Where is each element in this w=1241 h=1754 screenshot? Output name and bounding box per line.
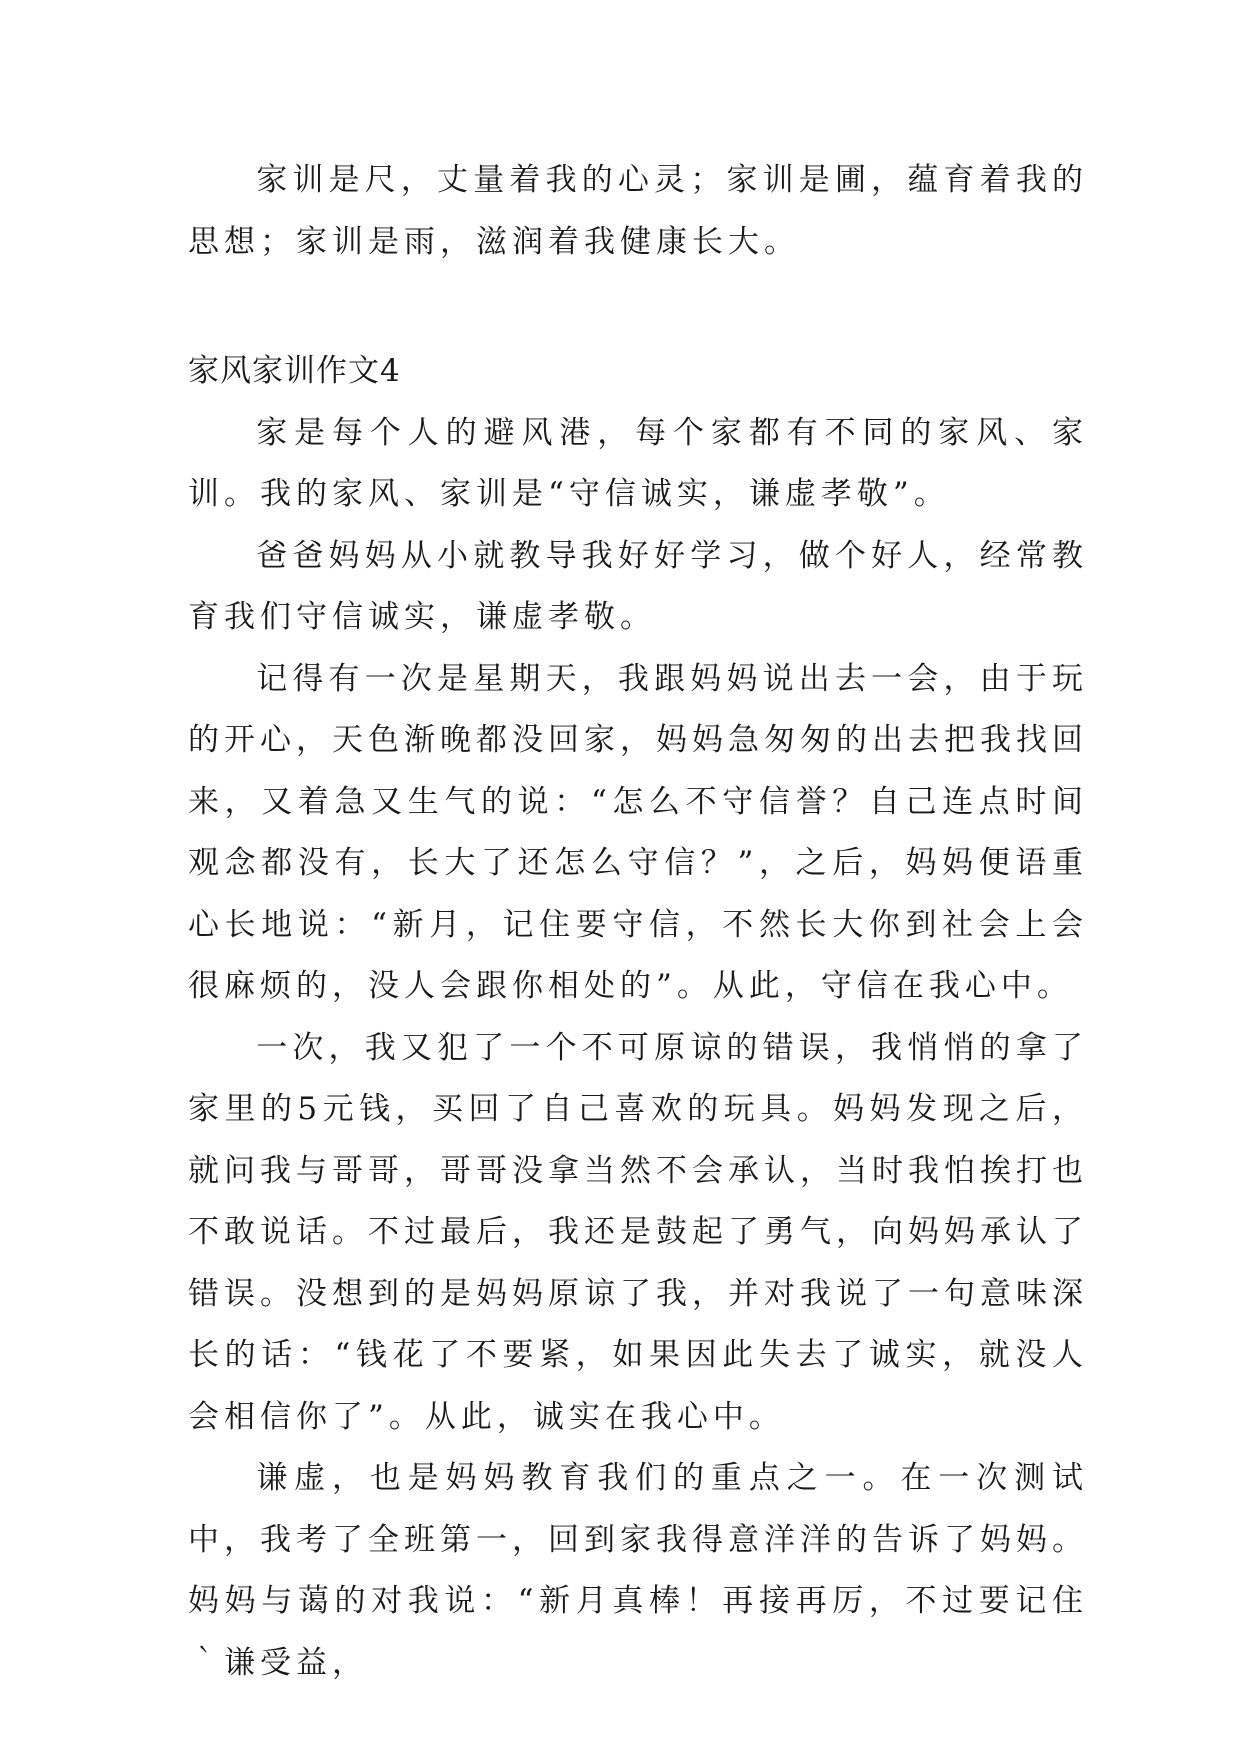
spacer bbox=[188, 273, 1088, 341]
body-paragraph-5: 谦虚，也是妈妈教育我们的重点之一。在一次测试中，我考了全班第一，回到家我得意洋洋的告诉了妈妈。妈妈与蔼的对我说：“新月真棒！再接再厉，不过要记住｀谦受益， bbox=[188, 1460, 1088, 1681]
section-title: 家风家训作文4 bbox=[188, 353, 401, 389]
body-paragraph-2: 爸爸妈妈从小就教导我好好学习，做个好人，经常教育我们守信诚实，谦虚孝敬。 bbox=[188, 537, 1088, 635]
body-paragraph-4: 一次，我又犯了一个不可原谅的错误，我悄悄的拿了家里的5元钱，买回了自己喜欢的玩具。妈妈发现之后，就问我与哥哥，哥哥没拿当然不会承认，当时我怕挨打也不敢说话。不过最后，我还是鼓起了勇气，向妈妈承认了错误。没想到的是妈妈原谅了我，并对我说了一句意味深长的话：“钱花了不要紧，如果因此失去了诚实，就没人会相信你了”。从此，诚实在我心中。 bbox=[188, 1029, 1088, 1435]
document-page bbox=[188, 150, 1088, 1694]
body-paragraph-3: 记得有一次是星期天，我跟妈妈说出去一会，由于玩的开心，天色渐晚都没回家，妈妈急匆匆的出去把我找回来，又着急又生气的说：“怎么不守信誉？自己连点时间观念都没有，长大了还怎么守信？”，之后，妈妈便语重心长地说：“新月，记住要守信，不然长大你到社会上会很麻烦的，没人会跟你相处的”。从此，守信在我心中。 bbox=[188, 660, 1088, 1004]
intro-paragraph: 家训是尺，丈量着我的心灵；家训是圃，蕴育着我的思想；家训是雨，滋润着我健康长大。 bbox=[188, 162, 1088, 260]
body-paragraph-1: 家是每个人的避风港，每个家都有不同的家风、家训。我的家风、家训是“守信诚实，谦虚孝敬”。 bbox=[188, 414, 1088, 512]
